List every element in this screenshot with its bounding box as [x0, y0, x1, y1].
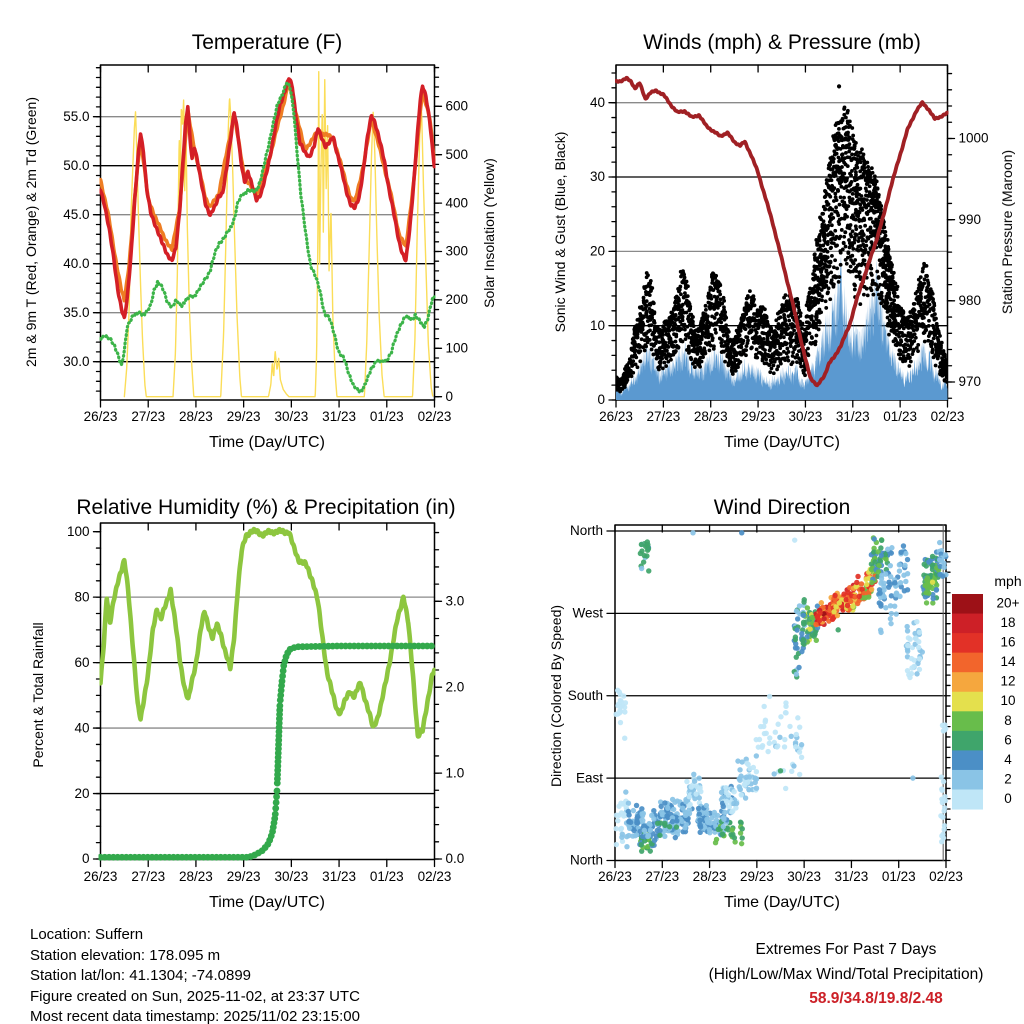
- humidity-ylabel-left: Percent & Total Rainfall: [30, 622, 46, 768]
- most-recent-data-timestamp: Most recent data timestamp: 2025/11/02 23:15:00: [30, 1008, 360, 1024]
- station-info-block: [30, 925, 360, 1024]
- extremes-title: Extremes For Past 7 Days: [755, 941, 937, 958]
- winddir-ylabel-left: Direction (Colored By Speed): [548, 604, 564, 788]
- humidity-precip-title: Relative Humidity (%) & Precipitation (in): [76, 496, 456, 519]
- extremes-subtitle: (High/Low/Max Wind/Total Precipitation): [708, 965, 984, 983]
- winddir-xlabel: Time (Day/UTC): [724, 894, 840, 911]
- winds-xlabel: Time (Day/UTC): [724, 434, 840, 451]
- station-latlon: Station lat/lon: 41.1304; -74.0899: [30, 967, 252, 985]
- temperature-ylabel-left: 2m & 9m T (Red, Orange) & 2m Td (Green): [23, 97, 39, 367]
- figure-created-timestamp: Figure created on Sun, 2025-11-02, at 23:37 UTC: [30, 987, 360, 1005]
- winds-ylabel-right: Station Pressure (Maroon): [999, 149, 1015, 315]
- wind-direction-title: Wind Direction: [713, 496, 851, 519]
- temperature-ylabel-right: Solar Insolation (Yellow): [481, 158, 497, 308]
- extremes-block: [620, 938, 1024, 1012]
- station-elevation: Station elevation: 178.095 m: [30, 946, 221, 964]
- station-location: Location: Suffern: [30, 926, 144, 943]
- temperature-xlabel: Time (Day/UTC): [209, 434, 325, 451]
- winds-pressure-title: Winds (mph) & Pressure (mb): [643, 31, 921, 54]
- temperature-title: Temperature (F): [191, 31, 343, 54]
- extremes-values: 58.9/34.8/19.8/2.48: [809, 990, 943, 1007]
- humidity-xlabel: Time (Day/UTC): [209, 894, 325, 911]
- winds-ylabel-left: Sonic Wind & Gust (Blue, Black): [552, 131, 568, 333]
